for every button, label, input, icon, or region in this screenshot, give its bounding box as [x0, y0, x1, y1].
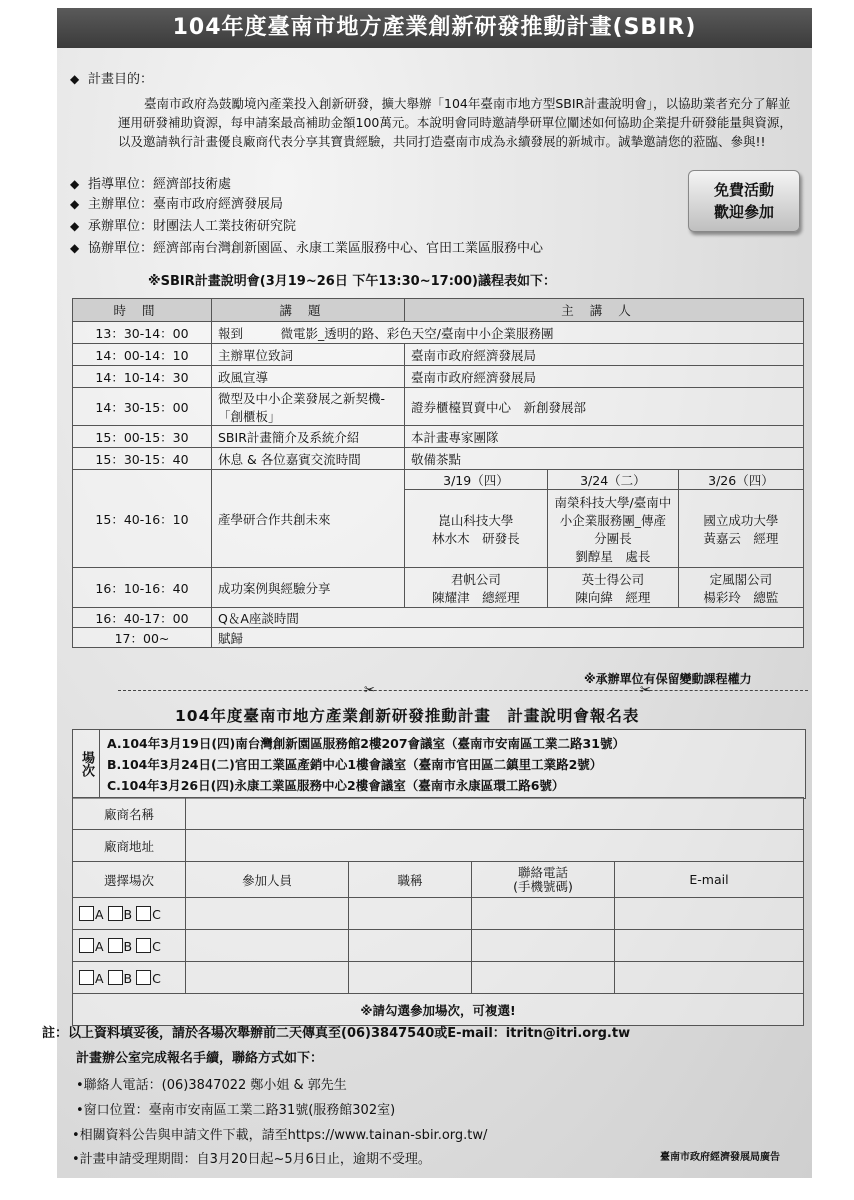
topic-cell: 政風宣導 — [212, 366, 405, 388]
option-label: A — [95, 906, 104, 922]
note-line-4: •窗口位置：臺南市安南區工業二路31號(服務館302室) — [76, 1103, 396, 1118]
session-choice-cell — [73, 930, 186, 962]
company-name-field[interactable] — [186, 798, 804, 830]
purpose-heading — [70, 70, 153, 89]
col-header-attendee: 參加人員 — [186, 862, 349, 898]
time-cell: 16：40-17：00 — [73, 608, 212, 628]
speaker-cell: 崑山科技大學 林水木 研發長 — [405, 490, 548, 568]
note-line-5: •相關資料公告與申請文件下載，請至https://www.tainan-sbir.org.tw/ — [72, 1128, 488, 1143]
registration-table — [72, 797, 804, 1026]
col-header-speaker: 主講人 — [405, 299, 804, 322]
session-choice-cell — [73, 962, 186, 994]
checkbox-a[interactable] — [79, 970, 94, 985]
badge-line1: 免費活動 — [713, 181, 774, 199]
scissors-icon: ✂ — [364, 683, 375, 698]
title-field[interactable] — [349, 962, 472, 994]
topic-cell: 主辦單位致詞 — [212, 344, 405, 366]
table-row — [73, 962, 804, 994]
table-row — [73, 470, 804, 490]
time-cell: 17：00~ — [73, 628, 212, 648]
topic-cell: SBIR計畫簡介及系統介紹 — [212, 426, 405, 448]
host-unit — [70, 195, 283, 214]
co-organizer-unit — [70, 239, 543, 258]
topic-cell: 微型及中小企業發展之新契機-「創櫃板」 — [212, 388, 405, 426]
time-cell: 13：30-14：00 — [73, 322, 212, 344]
speaker-cell: 定風閣公司 楊彩玲 總監 — [678, 568, 803, 608]
checkbox-c[interactable] — [136, 970, 151, 985]
checkbox-c[interactable] — [136, 938, 151, 953]
note-line-6: •計畫申請受理期間：自3月20日起~5月6日止，逾期不受理。 — [72, 1152, 431, 1167]
table-row — [73, 568, 804, 608]
agenda-header-row — [73, 299, 804, 322]
purpose-label: 計畫目的： — [88, 72, 154, 87]
cut-line — [118, 690, 808, 691]
table-row — [73, 448, 804, 470]
col-header-topic: 講題 — [212, 299, 405, 322]
speaker-cell: 臺南市政府經濟發展局 — [405, 366, 804, 388]
phone-field[interactable] — [472, 962, 615, 994]
attendee-field[interactable] — [186, 930, 349, 962]
option-label: B — [123, 906, 133, 922]
date-cell: 3/26（四） — [678, 470, 803, 490]
title-field[interactable] — [349, 898, 472, 930]
checkbox-a[interactable] — [79, 906, 94, 921]
option-label: B — [123, 970, 133, 986]
speaker-cell: 本計畫專家團隊 — [405, 426, 804, 448]
footer-ad-note: 臺南市政府經濟發展局廣告 — [660, 1152, 780, 1163]
speaker-cell: 證券櫃檯買賣中心 新創發展部 — [405, 388, 804, 426]
table-row — [73, 898, 804, 930]
col-header-phone: 聯絡電話 (手機號碼) — [472, 862, 615, 898]
col-header-session: 選擇場次 — [73, 862, 186, 898]
session-a: A.104年3月19日(四)南台灣創新園區服務館2樓207會議室（臺南市安南區工業二路31號） — [107, 736, 625, 751]
purpose-text: 臺南市政府為鼓勵境內產業投入創新研發，擴大舉辦「104年臺南市地方型SBIR計畫說明會」，以協助業者充分了解並運用研發補助資源，每申請案最高補助金額100萬元。本說明會同時邀請學研單位闡述如何協助企業提升研發能量與資源，以及邀請執行計畫優良廠商代表分享其寶貴經驗，共同打造臺南市成為永續發展的新城市。誠摯邀請您的蒞臨、參與!! — [118, 96, 792, 149]
scissors-icon: ✂ — [640, 683, 651, 698]
email-field[interactable] — [615, 898, 804, 930]
speaker-cell: 君帆公司 陳耀津 總經理 — [405, 568, 548, 608]
organizer-unit — [70, 217, 296, 236]
time-cell: 14：10-14：30 — [73, 366, 212, 388]
co-organizer-unit-text: 協辦單位：經濟部南台灣創新園區、永康工業區服務中心、官田工業區服務中心 — [88, 241, 544, 256]
option-label: B — [123, 938, 133, 954]
form-title: 104年度臺南市地方產業創新研發推動計畫 計畫說明會報名表 — [175, 707, 640, 725]
time-cell: 14：30-15：00 — [73, 388, 212, 426]
diamond-bullet-icon: ◆ — [70, 197, 80, 211]
table-row — [73, 344, 804, 366]
host-unit-text: 主辦單位：臺南市政府經濟發展局 — [88, 197, 284, 212]
time-cell: 16：10-16：40 — [73, 568, 212, 608]
date-cell: 3/19（四） — [405, 470, 548, 490]
company-address-label: 廠商地址 — [73, 830, 186, 862]
registration-header-row — [73, 862, 804, 898]
speaker-cell: 敬備茶點 — [405, 448, 804, 470]
time-cell: 15：30-15：40 — [73, 448, 212, 470]
table-row — [73, 628, 804, 648]
topic-cell: 休息 & 各位嘉賓交流時間 — [212, 448, 405, 470]
col-header-title: 職稱 — [349, 862, 472, 898]
checkbox-b[interactable] — [108, 938, 123, 953]
speaker-cell: 國立成功大學 黃嘉云 經理 — [678, 490, 803, 568]
guide-unit-text: 指導單位：經濟部技術處 — [88, 177, 232, 192]
option-label: C — [152, 938, 161, 954]
badge-line2: 歡迎參加 — [713, 203, 774, 221]
session-c: C.104年3月26日(四)永康工業區服務中心2樓會議室（臺南市永康區環工路6號） — [107, 778, 565, 793]
option-label: C — [152, 906, 161, 922]
diamond-bullet-icon: ◆ — [70, 177, 80, 191]
checkbox-b[interactable] — [108, 970, 123, 985]
phone-field[interactable] — [472, 898, 615, 930]
table-row — [73, 388, 804, 426]
attendee-field[interactable] — [186, 898, 349, 930]
table-row — [73, 608, 804, 628]
option-label: C — [152, 970, 161, 986]
option-label: A — [95, 970, 104, 986]
option-label: A — [95, 938, 104, 954]
agenda-note: ※承辦單位有保留變動課程權力 — [584, 672, 752, 686]
speaker-cell: 臺南市政府經濟發展局 — [405, 344, 804, 366]
checkbox-c[interactable] — [136, 906, 151, 921]
agenda-heading: ※SBIR計畫說明會(3月19~26日 下午13:30~17:00)議程表如下： — [148, 274, 556, 289]
table-row — [73, 994, 804, 1026]
form-footnote: ※請勾選參加場次，可複選! — [73, 994, 804, 1026]
attendee-field[interactable] — [186, 962, 349, 994]
topic-cell: 成功案例與經驗分享 — [212, 568, 405, 608]
topic-cell: 賦歸 — [212, 628, 804, 648]
free-event-badge — [688, 170, 800, 232]
time-cell: 14：00-14：10 — [73, 344, 212, 366]
checkbox-a[interactable] — [79, 938, 94, 953]
speaker-cell: 南榮科技大學/臺南中小企業服務團_傳產分團長 劉醇星 處長 — [547, 490, 678, 568]
diamond-bullet-icon: ◆ — [70, 219, 80, 233]
topic-cell: Q＆A座談時間 — [212, 608, 804, 628]
agenda-table — [72, 298, 804, 648]
guide-unit — [70, 175, 231, 194]
session-box — [72, 729, 806, 799]
company-name-row — [73, 798, 804, 830]
note-line-3: •聯絡人電話：(06)3847022 鄭小姐 & 郭先生 — [76, 1078, 347, 1093]
col-header-time: 時間 — [73, 299, 212, 322]
speaker-cell: 英士得公司 陳向緯 經理 — [547, 568, 678, 608]
table-row — [73, 930, 804, 962]
col-header-email: E-mail — [615, 862, 804, 898]
time-cell: 15：40-16：10 — [73, 470, 212, 568]
note-line-2: 計畫辦公室完成報名手續，聯絡方式如下： — [76, 1051, 324, 1066]
date-cell: 3/24（二） — [547, 470, 678, 490]
time-cell: 15：00-15：30 — [73, 426, 212, 448]
company-address-row — [73, 830, 804, 862]
title-field[interactable] — [349, 930, 472, 962]
phone-field[interactable] — [472, 930, 615, 962]
email-field[interactable] — [615, 930, 804, 962]
table-row — [73, 322, 804, 344]
table-row — [73, 366, 804, 388]
note-line-1: 註：以上資料填妥後，請於各場次舉辦前二天傳真至(06)3847540或E-mail：itritn@itri.org.tw — [42, 1026, 631, 1041]
session-choice-cell — [73, 898, 186, 930]
page-title: 104年度臺南市地方產業創新研發推動計畫(SBIR) — [57, 8, 812, 48]
topic-cell: 報到 微電影_透明的路、彩色天空/臺南中小企業服務團 — [212, 322, 804, 344]
checkbox-b[interactable] — [108, 906, 123, 921]
email-field[interactable] — [615, 962, 804, 994]
table-row — [73, 426, 804, 448]
topic-cell: 產學研合作共創未來 — [212, 470, 405, 568]
session-b: B.104年3月24日(二)官田工業區產銷中心1樓會議室（臺南市官田區二鎮里工業路2號） — [107, 757, 603, 772]
session-label: 場次 — [73, 730, 100, 798]
diamond-bullet-icon: ◆ — [70, 241, 80, 255]
company-name-label: 廠商名稱 — [73, 798, 186, 830]
organizer-unit-text: 承辦單位：財團法人工業技術研究院 — [88, 219, 297, 234]
company-address-field[interactable] — [186, 830, 804, 862]
diamond-bullet-icon: ◆ — [70, 72, 80, 86]
